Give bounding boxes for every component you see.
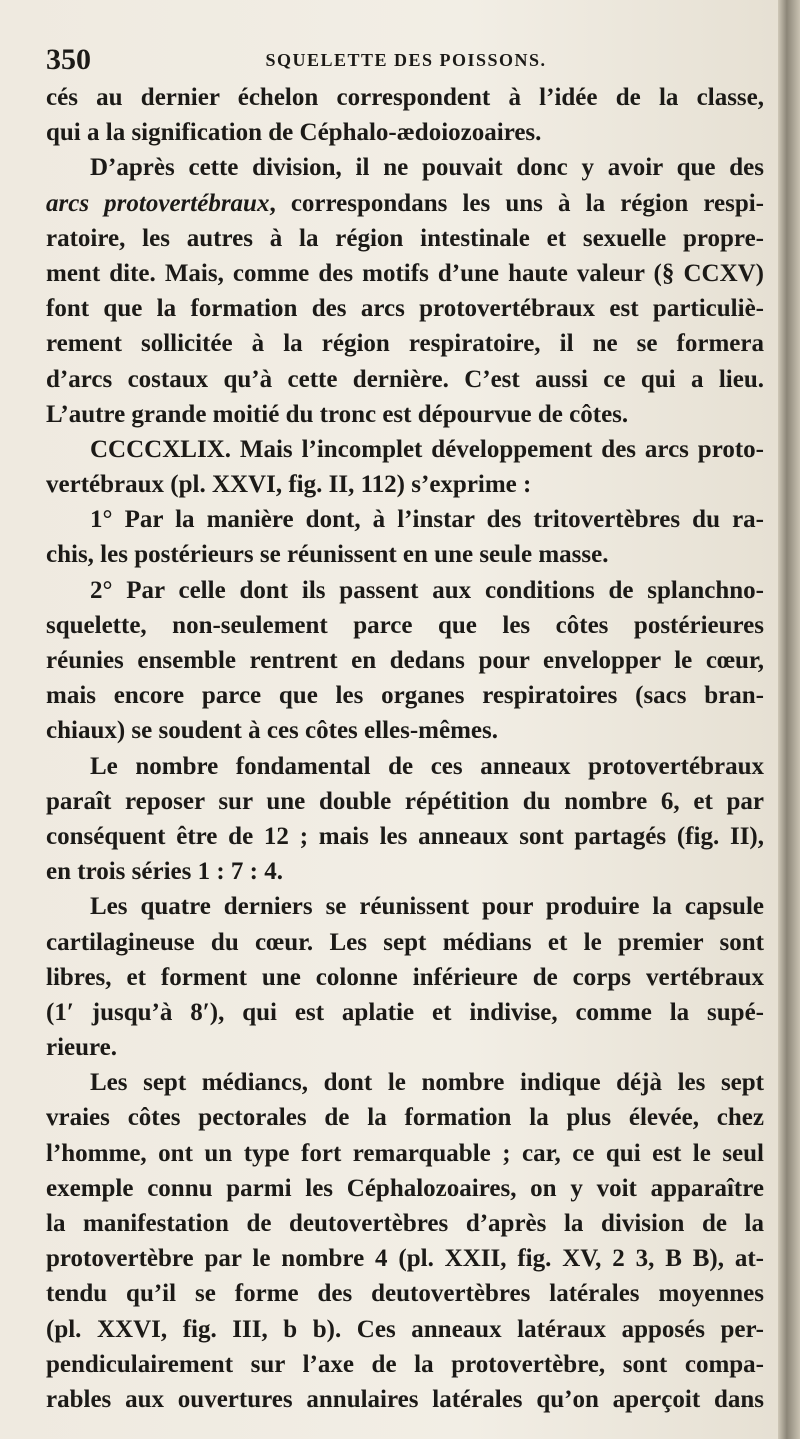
text-line — [46, 960, 764, 995]
text-line — [46, 643, 764, 678]
line-text: en trois séries 1 : 7 : 4. — [46, 858, 283, 886]
line-text: qui a la signification de Céphalo-ædoiozoaires. — [46, 119, 542, 147]
line-text: (1′ jusqu’à 8′), qui est aplatie et indivise, comme la supé- — [46, 998, 764, 1026]
text-line — [46, 502, 764, 537]
text-line — [46, 362, 764, 397]
line-text: tendu qu’il se forme des deutovertèbres latérales moyennes — [46, 1280, 764, 1308]
line-text: chis, les postérieurs se réunissent en une seule masse. — [46, 541, 609, 569]
line-text: (pl. XXVI, fig. III, b b). Ces anneaux latéraux apposés per- — [46, 1315, 764, 1343]
running-title: SQUELETTE DES POISSONS. — [265, 50, 547, 70]
line-text: rables aux ouvertures annulaires latérales qu’on aperçoit dans — [46, 1385, 764, 1413]
text-line — [46, 537, 764, 572]
text-line — [46, 80, 764, 115]
line-text: mais encore parce que les organes respiratoires (sacs bran- — [46, 682, 764, 710]
text-line — [46, 1276, 764, 1311]
line-text: cartilagineuse du cœur. Les sept médians et le premier sont — [46, 928, 764, 956]
text-line — [46, 1347, 764, 1382]
line-text: vraies côtes pectorales de la formation la plus élevée, chez — [46, 1104, 764, 1132]
text-line — [46, 432, 764, 467]
line-text: ment dite. Mais, comme des motifs d’une haute valeur (§ CCXV) — [46, 259, 764, 287]
line-text: ratoire, les autres à la région intestinale et sexuelle propre- — [46, 224, 764, 252]
text-line — [46, 115, 764, 150]
line-text: réunies ensemble rentrent en dedans pour envelopper le cœur, — [46, 647, 764, 674]
text-line — [46, 1030, 764, 1065]
body-text — [46, 80, 764, 1417]
line-text: Les sept médiancs, dont le nombre indique déjà les sept — [90, 1069, 764, 1097]
text-line — [46, 784, 764, 819]
text-line — [46, 1241, 764, 1276]
line-text: , correspondans les uns à la région respi- — [269, 189, 764, 217]
line-text: d’arcs costaux qu’à cette dernière. C’est aussi ce qui a lieu. — [46, 365, 764, 393]
text-line — [46, 256, 764, 291]
italic-term: arcs protovertébraux — [46, 189, 270, 217]
text-line — [46, 467, 764, 502]
text-line — [46, 1100, 764, 1135]
line-text: CCCCXLIX. Mais l’incomplet développement des arcs proto- — [90, 435, 764, 463]
text-line — [46, 326, 764, 361]
text-line — [46, 186, 764, 221]
text-line — [46, 1382, 764, 1417]
text-line — [46, 573, 764, 608]
line-text: cés au dernier échelon correspondent à l’idée de la classe, — [46, 84, 764, 111]
text-line — [46, 889, 764, 924]
text-line — [46, 1136, 764, 1171]
text-line — [46, 1065, 764, 1100]
text-line — [46, 749, 764, 784]
line-text: conséquent être de 12 ; mais les anneaux sont partagés (fig. II), — [46, 822, 764, 850]
text-line — [46, 925, 764, 960]
text-line — [46, 678, 764, 713]
text-line — [46, 819, 764, 854]
line-text: la manifestation de deutovertèbres d’après la division de la — [46, 1210, 764, 1237]
line-text: squelette, non-seulement parce que les côtes postérieures — [46, 611, 764, 639]
page-header — [46, 40, 766, 80]
line-text: L’autre grande moitié du tronc est dépourvue de côtes. — [46, 400, 629, 428]
line-text: libres, et forment une colonne inférieure de corps vertébraux — [46, 963, 764, 991]
line-text: exemple connu parmi les Céphalozoaires, on y voit apparaître — [46, 1174, 764, 1202]
line-text: 1° Par la manière dont, à l’instar des tritovertèbres du ra- — [90, 506, 764, 534]
text-line — [46, 150, 764, 185]
line-text: Les quatre derniers se réunissent pour produire la capsule — [90, 893, 764, 921]
line-text: D’après cette division, il ne pouvait donc y avoir que des — [90, 154, 764, 182]
line-text: Le nombre fondamental de ces anneaux protovertébraux — [90, 752, 764, 780]
line-text: paraît reposer sur une double répétition du nombre 6, et par — [46, 787, 764, 815]
line-text: 2° Par celle dont ils passent aux conditions de splanchno- — [90, 576, 764, 604]
page-number: 350 — [46, 43, 91, 76]
line-text: protovertèbre par le nombre 4 (pl. XXII, fig. XV, 2 3, B B), at- — [46, 1245, 764, 1273]
text-line — [46, 1312, 764, 1347]
text-line — [46, 221, 764, 256]
text-line — [46, 397, 764, 432]
page-edge — [778, 0, 800, 1439]
text-line — [46, 854, 764, 889]
line-text: l’homme, ont un type fort remarquable ; car, ce qui est le seul — [46, 1139, 764, 1167]
line-text: font que la formation des arcs protovertébraux est particuliè- — [46, 295, 764, 323]
text-line — [46, 291, 764, 326]
text-line — [46, 995, 764, 1030]
line-text: vertébraux (pl. XXVI, fig. II, 112) s’exprime : — [46, 471, 532, 499]
text-line — [46, 713, 764, 748]
text-line — [46, 608, 764, 643]
line-text: rieure. — [46, 1034, 118, 1062]
line-text: chiaux) se soudent à ces côtes elles-mêmes. — [46, 717, 498, 745]
text-line — [46, 1171, 764, 1206]
text-line — [46, 1206, 764, 1241]
line-text: rement sollicitée à la région respiratoire, il ne se formera — [46, 330, 764, 358]
line-text: pendiculairement sur l’axe de la protovertèbre, sont compa- — [46, 1350, 764, 1378]
